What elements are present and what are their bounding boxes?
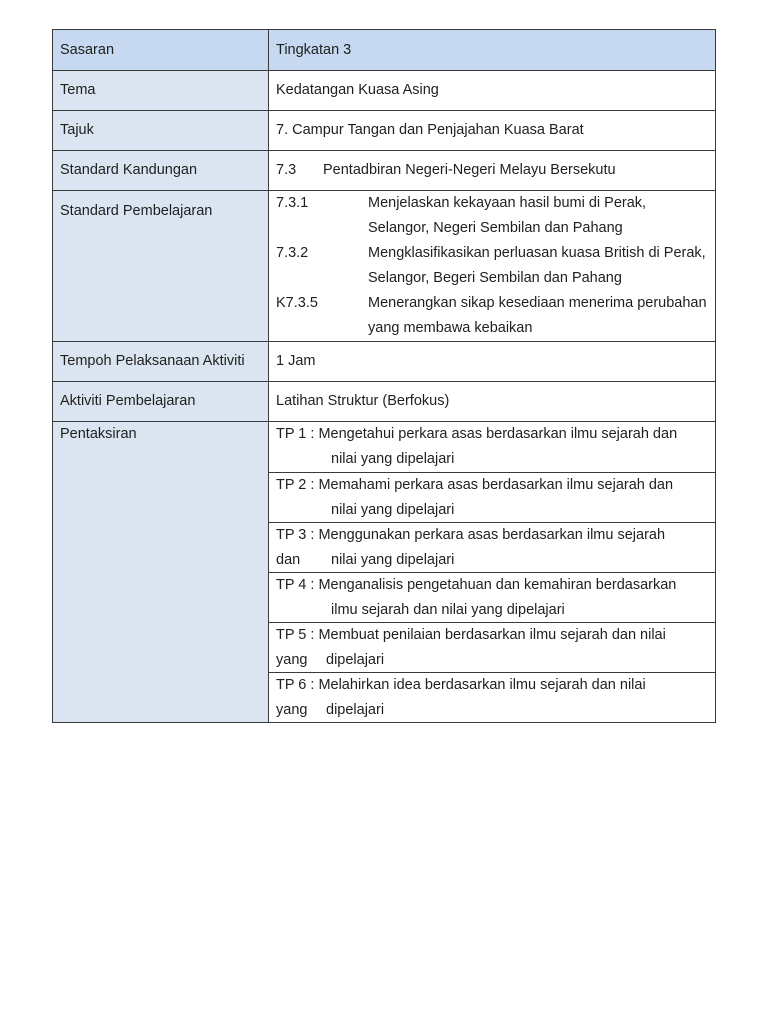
value-tema: Kedatangan Kuasa Asing: [276, 82, 439, 98]
label-tajuk: Tajuk: [53, 111, 269, 150]
standard-kandungan-text: Pentadbiran Negeri-Negeri Melayu Bersekutu: [323, 162, 616, 178]
value-standard-pembelajaran: [269, 191, 715, 341]
tp-level-prefix: yang: [276, 652, 308, 668]
tp-level-line2-wrap: [276, 447, 708, 472]
tp-level: [269, 522, 715, 572]
label-aktiviti: Aktiviti Pembelajaran: [53, 382, 269, 421]
tp-level-line1: TP 4 : Menganalisis pengetahuan dan kemahiran berdasarkan: [276, 577, 677, 593]
row-sasaran: [53, 30, 715, 70]
label-sasaran: Sasaran: [53, 30, 269, 70]
lesson-plan-table: [52, 29, 716, 723]
sp-item: [276, 291, 708, 341]
tp-level: [269, 672, 715, 722]
tp-level-line2: nilai yang dipelajari: [331, 502, 455, 518]
tp-level-prefix: yang: [276, 702, 308, 718]
tp-level-prefix: dan: [276, 552, 301, 568]
tp-level-line2: ilmu sejarah dan nilai yang dipelajari: [331, 602, 565, 618]
row-tempoh: [53, 341, 715, 381]
value-standard-kandungan: [269, 151, 715, 190]
tp-level-line1: TP 5 : Membuat penilaian berdasarkan ilmu sejarah dan nilai: [276, 627, 666, 643]
sp-item-code: K7.3.5: [276, 295, 318, 311]
value-tempoh: 1 Jam: [276, 353, 316, 369]
tp-level-line2: dipelajari: [326, 652, 385, 668]
tp-level-line2-wrap: [276, 548, 708, 572]
tp-level-line2: nilai yang dipelajari: [331, 552, 455, 568]
row-tema: [53, 70, 715, 110]
tp-level-line2: nilai yang dipelajari: [331, 451, 455, 467]
value-aktiviti: Latihan Struktur (Berfokus): [276, 393, 450, 409]
tp-level-line2-wrap: [276, 648, 708, 672]
tp-level-line2-wrap: [276, 498, 708, 522]
tp-level-line1: TP 3 : Menggunakan perkara asas berdasarkan ilmu sejarah: [276, 527, 666, 543]
value-sasaran: Tingkatan 3: [269, 30, 715, 70]
row-tajuk: [53, 110, 715, 150]
sp-item: [276, 191, 708, 241]
sp-item-code: 7.3.1: [276, 195, 309, 211]
label-standard-pembelajaran: Standard Pembelajaran: [53, 191, 269, 341]
label-standard-kandungan: Standard Kandungan: [53, 151, 269, 190]
label-pentaksiran: Pentaksiran: [53, 422, 269, 722]
row-standard-kandungan: [53, 150, 715, 190]
tp-level-line1: TP 1 : Mengetahui perkara asas berdasarkan ilmu sejarah dan: [276, 426, 678, 442]
tp-level: [269, 422, 715, 472]
row-aktiviti: [53, 381, 715, 421]
tp-level: [269, 472, 715, 522]
sp-item: [276, 241, 708, 291]
tp-level-line2-wrap: [276, 598, 708, 622]
sp-item-text: Menerangkan sikap kesediaan menerima perubahan yang membawa kebaikan: [368, 295, 707, 336]
sp-item-code: 7.3.2: [276, 245, 309, 261]
tp-level-line2: dipelajari: [326, 702, 385, 718]
tp-level: [269, 572, 715, 622]
row-pentaksiran: [53, 421, 715, 722]
sp-item-text: Menjelaskan kekayaan hasil bumi di Perak, Selangor, Negeri Sembilan dan Pahang: [368, 195, 647, 236]
label-tema: Tema: [53, 71, 269, 110]
row-standard-pembelajaran: [53, 190, 715, 341]
standard-kandungan-code: 7.3: [276, 162, 297, 178]
tp-level-line2-wrap: [276, 698, 708, 722]
pentaksiran-levels: [269, 422, 715, 722]
sp-item-text: Mengklasifikasikan perluasan kuasa British di Perak, Selangor, Begeri Sembilan dan Pahang: [368, 245, 706, 286]
label-tempoh: Tempoh Pelaksanaan Aktiviti: [53, 342, 269, 381]
tp-level-line1: TP 6 : Melahirkan idea berdasarkan ilmu sejarah dan nilai: [276, 677, 646, 693]
tp-level: [269, 622, 715, 672]
tp-level-line1: TP 2 : Memahami perkara asas berdasarkan ilmu sejarah dan: [276, 477, 674, 493]
value-tajuk: 7. Campur Tangan dan Penjajahan Kuasa Barat: [276, 122, 584, 138]
